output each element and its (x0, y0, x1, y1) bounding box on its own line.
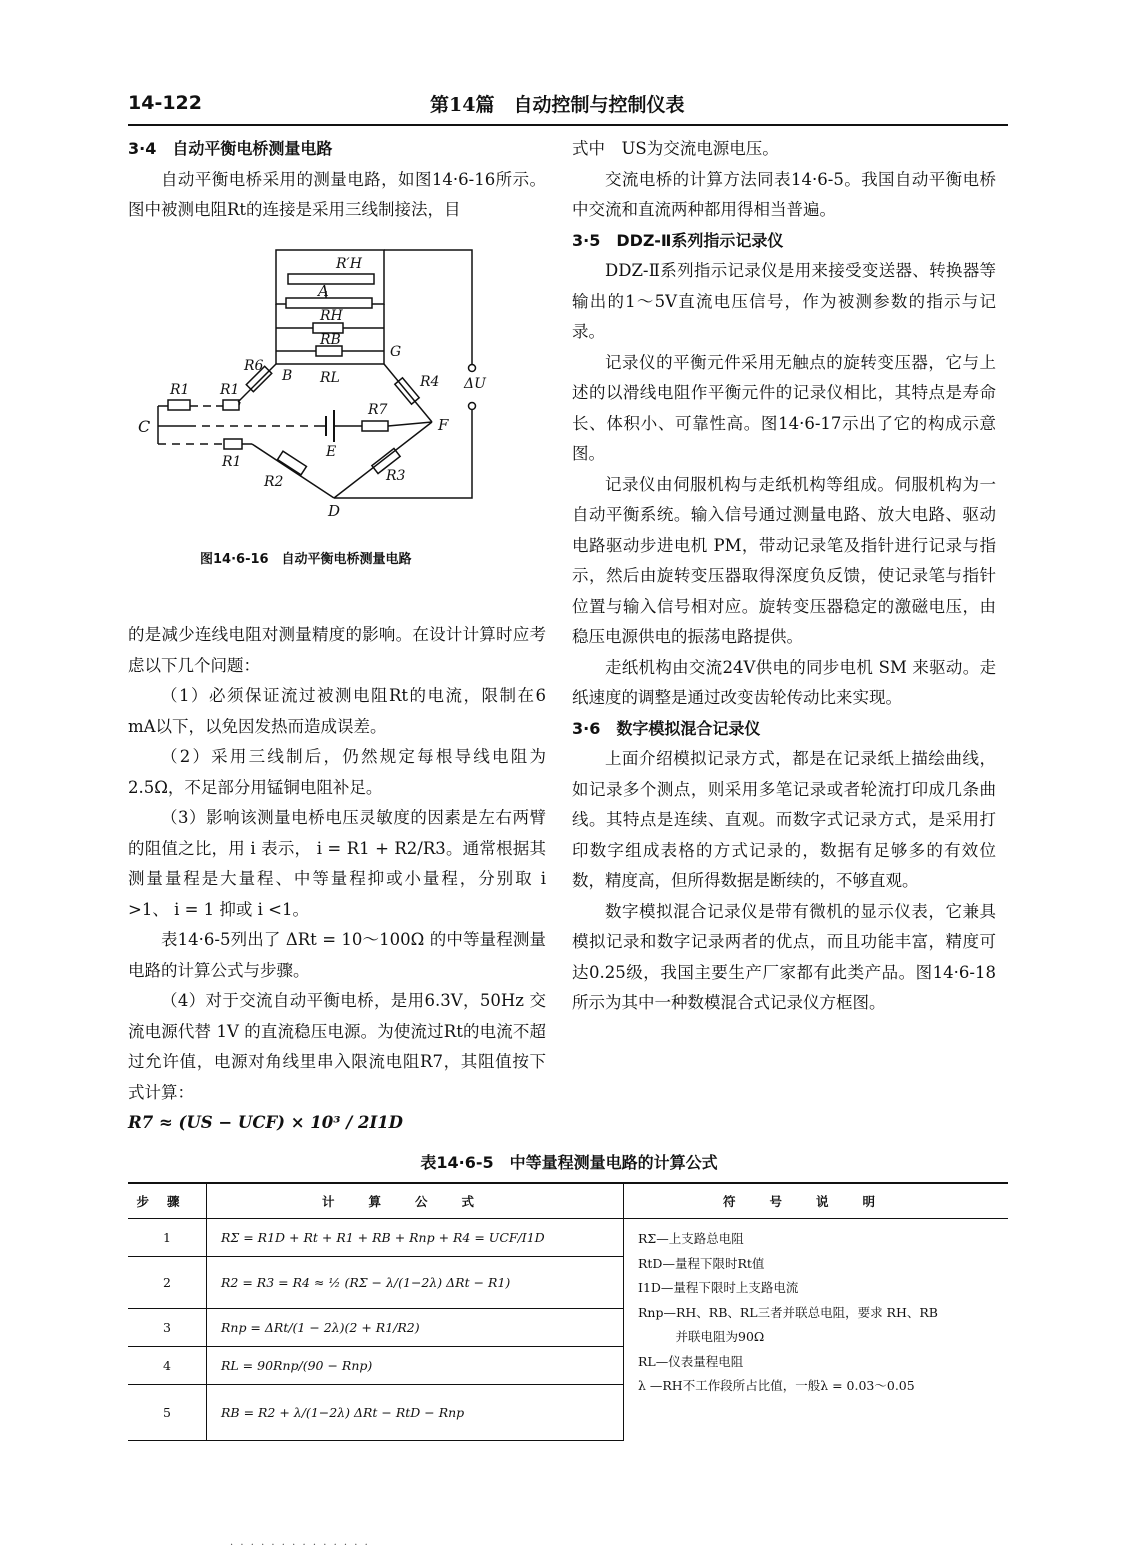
formula-table (128, 1182, 1008, 1441)
resistor-R1-bottom (224, 439, 242, 449)
label-R3: R3 (386, 468, 406, 484)
scan-artifact-dots: · · · · · · · · · · · · · · (230, 1540, 370, 1551)
step-cell: 1 (128, 1219, 207, 1257)
symbol-line: RΣ—上支路总电阻 (638, 1231, 744, 1246)
paragraph: 上面介绍模拟记录方式，都是在记录纸上描绘曲线，如记录多个测点，则采用多笔记录或者轮流打印成几条曲线。其特点是连续、直观。而数字式记录方式，是采用打印数字组成表格的方式记录的，数据有足够多的有效位数，精度高，但所得数据是断续的，不够直观。 (572, 749, 996, 890)
label-delta-U: ΔU (464, 376, 486, 392)
table-title: 表14·6-5 中等量程测量电路的计算公式 (420, 1153, 718, 1172)
paragraph: 记录仪的平衡元件采用无触点的旋转变压器，它与上述的以滑线电阻作平衡元件的记录仪相比，其特点是寿命长、体积小、可靠性高。图14·6-17示出了它的构成示意图。 (572, 352, 996, 463)
label-RH-prime: R′H (336, 256, 362, 272)
section-heading-3-5: 3·5 DDZ-Ⅱ系列指示记录仪 (572, 230, 784, 250)
page-number: 14-122 (128, 92, 202, 114)
label-R1-bottom: R1 (222, 454, 242, 470)
symbol-line: 并联电阻为90Ω (638, 1329, 765, 1344)
paragraph: 表14·6-5列出了 ΔRt = 10～100Ω 的中等量程测量电路的计算公式与步骤。 (128, 930, 546, 980)
list-item-4: （4）对于交流自动平衡电桥，是用6.3V，50Hz 交流电源代替 1V 的直流稳压电源。为使流过Rt的电流不超过允许值，电源对角线里串入限流电阻R7，其阻值按下式计算： (128, 991, 546, 1102)
label-R2: R2 (264, 474, 284, 490)
list-item-3: （3）影响该测量电桥电压灵敏度的因素是左右两臂的阻值之比，用 i 表示， i = R1 + R2/R3。通常根据其测量量程是大量程、中等量程抑或小量程，分别取 i >1、 i = 1 抑或 i <1。 (128, 808, 546, 919)
paragraph: 数字模拟混合记录仪是带有微机的显示仪表，它兼具模拟记录和数字记录两者的优点，而且功能丰富，精度可达0.25级，我国主要生产厂家都有此类产品。图14·6-18所示为其中一种数模混合式记录仪方框图。 (572, 901, 996, 1012)
section-heading-3-6: 3·6 数字模拟混合记录仪 (572, 718, 761, 738)
formula-cell: R2 = R3 = R4 ≈ ½ (RΣ − λ/(1−2λ) ΔRt − R1) (207, 1257, 624, 1309)
formula-cell: RL = 90Rnp/(90 − Rnp) (207, 1347, 624, 1385)
step-cell: 5 (128, 1385, 207, 1441)
label-RL: RL (320, 370, 340, 386)
formula-R7: R7 ≈ (US − UCF) × 10³ / 2I1D (128, 1113, 403, 1132)
resistor-R1-top (168, 400, 190, 410)
formula-cell: RB = R2 + λ/(1−2λ) ΔRt − RtD − Rnp (207, 1385, 624, 1441)
resistor-RH-prime (288, 274, 374, 284)
right-column (572, 134, 996, 1019)
symbol-line: RL—仪表量程电阻 (638, 1353, 744, 1369)
label-node-D: D (328, 502, 341, 520)
label-RB: RB (320, 332, 341, 348)
header-step: 步骤 (128, 1183, 207, 1219)
chapter-title: 第14篇 自动控制与控制仪表 (430, 94, 685, 116)
left-column-bottom (128, 620, 546, 1139)
bridge-circuit-diagram (128, 236, 548, 526)
header-formula: 计算公式 (207, 1183, 624, 1219)
left-column-top (128, 134, 546, 226)
step-cell: 3 (128, 1309, 207, 1347)
paragraph: 交流电桥的计算方法同表14·6-5。我国自动平衡电桥中交流和直流两种都用得相当普遍。 (572, 169, 996, 219)
table-row (128, 1219, 1008, 1257)
resistor-R1-mid (223, 400, 239, 410)
label-R1-top: R1 (170, 382, 190, 398)
paragraph: 式中 US为交流电源电压。 (572, 139, 779, 158)
label-RH: RH (320, 308, 343, 324)
label-node-B: B (282, 368, 293, 384)
symbol-line: λ —RH不工作段所占比值，一般λ = 0.03～0.05 (638, 1378, 915, 1393)
slide-wire-resistor (286, 298, 372, 308)
step-cell: 4 (128, 1347, 207, 1385)
paragraph: DDZ-Ⅱ系列指示记录仪是用来接受变送器、转换器等输出的1～5V直流电压信号，作为被测参数的指示与记录。 (572, 261, 996, 341)
figure-caption: 图14·6-16 自动平衡电桥测量电路 (200, 552, 412, 567)
table-header-row (128, 1183, 1008, 1219)
resistor-R7 (362, 421, 388, 431)
paragraph: 自动平衡电桥采用的测量电路，如图14·6-16所示。图中被测电阻Rt的连接是采用三线制接法，目 (128, 169, 546, 219)
list-item-1: （1）必须保证流过被测电阻Rt的电流，限制在6 mA以下，以免因发热而造成误差。 (128, 686, 546, 736)
label-R1-mid: R1 (220, 382, 240, 398)
resistor-R2 (278, 451, 307, 475)
list-item-2: （2）采用三线制后，仍然规定每根导线电阻为2.5Ω，不足部分用锰铜电阻补足。 (128, 747, 546, 797)
label-A: A (318, 282, 329, 300)
header-symbols: 符号说明 (624, 1183, 1009, 1219)
label-node-C: C (138, 417, 151, 436)
symbol-line: RtD—量程下限时Rt值 (638, 1255, 765, 1271)
label-E: E (326, 444, 337, 460)
label-node-F: F (438, 416, 449, 434)
paragraph: 记录仪由伺服机构与走纸机构等组成。伺服机构为一自动平衡系统。输入信号通过测量电路、放大电路、驱动电路驱动步进电机 PM，带动记录笔及指针进行记录与指示，然后由旋转变压器取得深度负反馈，使记录笔与指针位置与输入信号相对应。旋转变压器稳定的激磁电压，由稳压电源供电的振荡电路提供。 (572, 474, 996, 646)
label-R7: R7 (368, 402, 388, 418)
label-R6: R6 (244, 358, 264, 374)
formula-cell: Rnp = ΔRt/(1 − 2λ)(2 + R1/R2) (207, 1309, 624, 1347)
paragraph: 的是减少连线电阻对测量精度的影响。在设计计算时应考虑以下几个问题： (128, 625, 546, 675)
formula-cell: RΣ = R1D + Rt + R1 + RB + Rnp + R4 = UCF/I1D (207, 1219, 624, 1257)
paragraph: 走纸机构由交流24V供电的同步电机 SM 来驱动。走纸速度的调整是通过改变齿轮传动比来实现。 (572, 657, 996, 707)
symbol-line: Rnp—RH、RB、RL三者并联总电阻，要求 RH、RB (638, 1304, 938, 1320)
label-R4: R4 (420, 374, 440, 390)
header-rule (128, 124, 1008, 126)
label-node-G: G (390, 344, 402, 360)
section-heading-3-4: 3·4 自动平衡电桥测量电路 (128, 139, 333, 158)
symbol-line: I1D—量程下限时上支路电流 (638, 1280, 799, 1295)
step-cell: 2 (128, 1257, 207, 1309)
symbols-cell (624, 1219, 1009, 1441)
